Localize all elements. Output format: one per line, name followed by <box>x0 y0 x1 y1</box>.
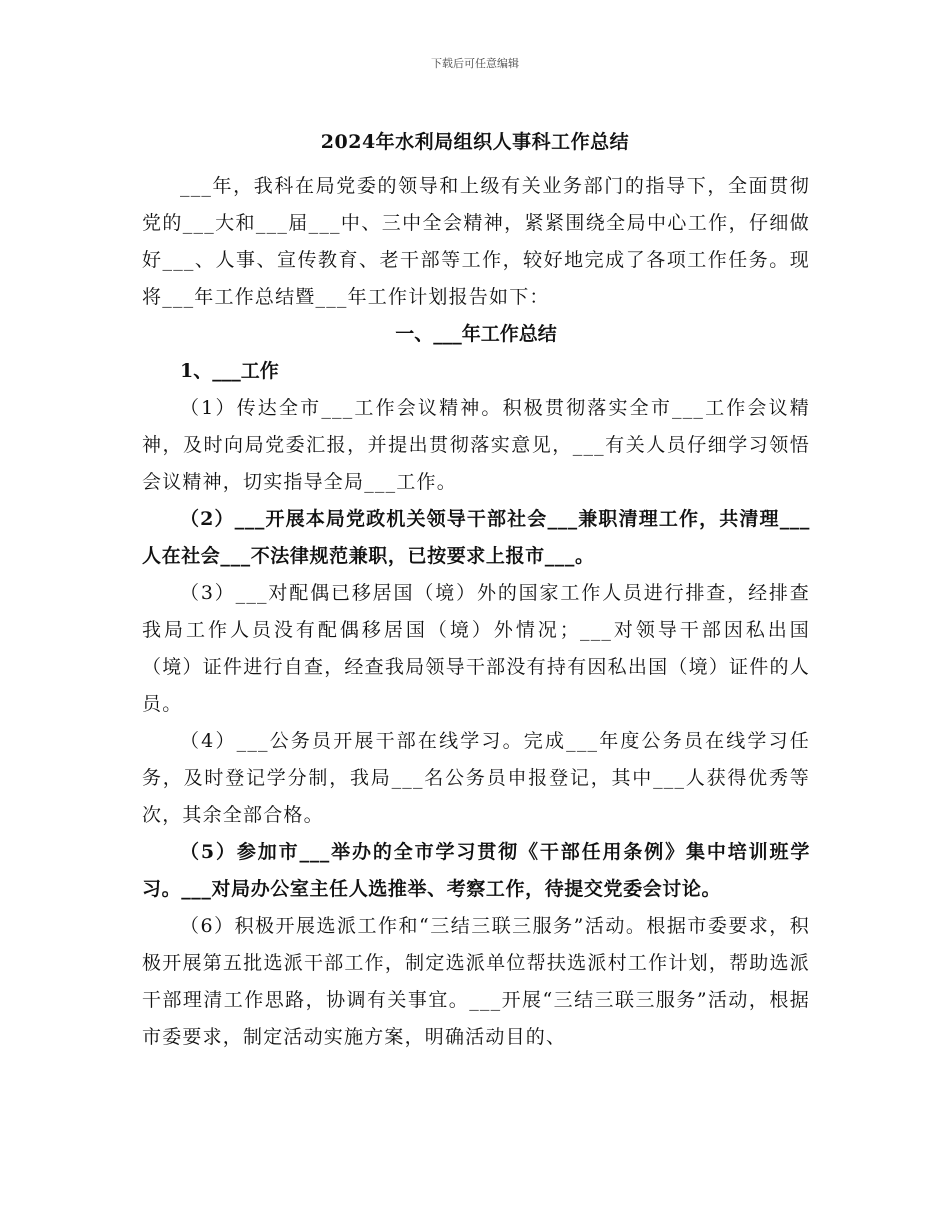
list-item: （6）积极开展选派工作和“三结三联三服务”活动。根据市委要求，积极开展第五批选派干部工作，制定选派单位帮扶选派村工作计划，帮助选派干部理清工作思路，协调有关事宜。___开展“三结三联三服务”活动，根据市委要求，制定活动实施方案，明确活动目的、 <box>142 915 810 1048</box>
list-item: （1）传达全市___工作会议精神。积极贯彻落实全市___工作会议精神，及时向局党委汇报，并提出贯彻落实意见，___有关人员仔细学习领悟会议精神，切实指导全局___工作。 <box>142 397 810 493</box>
intro-paragraph: ___年，我科在局党委的领导和上级有关业务部门的指导下，全面贯彻党的___大和___届___中、三中全会精神，紧紧围绕全局中心工作，仔细做好___、人事、宣传教育、老干部等工作，较好地完成了各项工作任务。现将___年工作总结暨___年工作计划报告如下： <box>142 175 810 308</box>
section-heading: 一、___年工作总结 <box>395 323 557 345</box>
list-item: （2）___开展本局党政机关领导干部社会___兼职清理工作，共清理___人在社会___不法律规范兼职，已按要求上报市___。 <box>142 508 810 567</box>
document-title: 2024年水利局组织人事科工作总结 <box>320 131 630 153</box>
header-note: 下载后可任意编辑 <box>431 57 519 70</box>
document-body <box>142 168 810 1056</box>
subsection-heading: 1、___工作 <box>180 360 279 382</box>
list-item: （4）___公务员开展干部在线学习。完成___年度公务员在线学习任务，及时登记学分制，我局___名公务员申报登记，其中___人获得优秀等次，其余全部合格。 <box>142 730 810 826</box>
list-item: （3）___对配偶已移居国（境）外的国家工作人员进行排查，经排查我局工作人员没有配偶移居国（境）外情况；___对领导干部因私出国（境）证件进行自查，经查我局领导干部没有持有因私出国（境）证件的人员。 <box>142 582 810 715</box>
list-item: （5）参加市___举办的全市学习贯彻《干部任用条例》集中培训班学习。___对局办公室主任人选推举、考察工作，待提交党委会讨论。 <box>142 841 810 900</box>
